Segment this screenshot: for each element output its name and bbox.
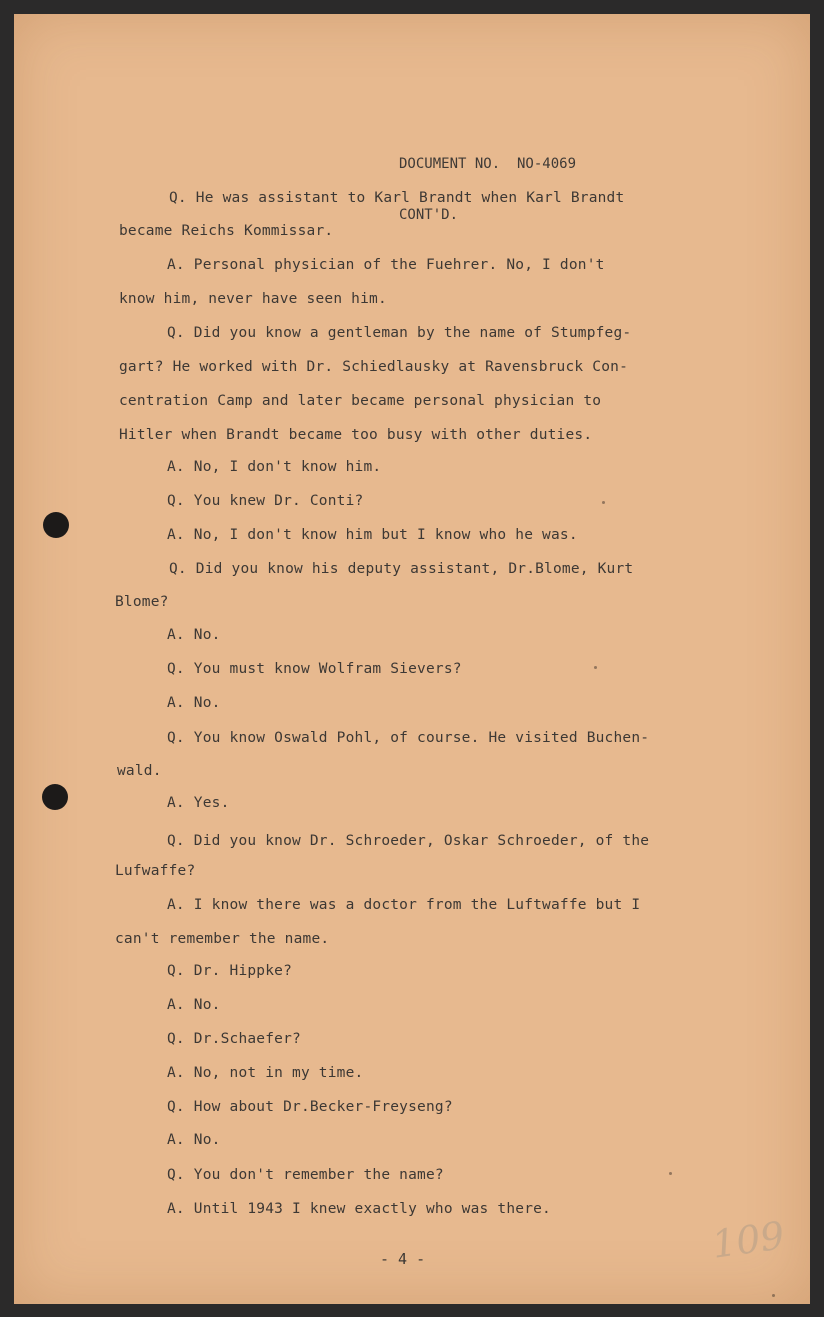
paper-speck: [602, 501, 605, 504]
text-line: Q. You knew Dr. Conti?: [167, 493, 364, 509]
punch-hole-lower: [42, 784, 68, 810]
document-page: [14, 14, 810, 1304]
text-line: Q. You know Oswald Pohl, of course. He visited Buchen-: [167, 730, 650, 746]
paper-speck: [669, 1172, 672, 1175]
text-line: gart? He worked with Dr. Schiedlausky at Ravensbruck Con-: [119, 359, 628, 375]
text-line: A. No.: [167, 997, 221, 1013]
text-line: A. No, I don't know him but I know who he was.: [167, 527, 578, 543]
paper-speck: [772, 1294, 775, 1297]
text-line: A. No.: [167, 1132, 221, 1148]
text-line: Q. Did you know his deputy assistant, Dr.Blome, Kurt: [169, 561, 634, 577]
text-line: A. No.: [167, 695, 221, 711]
continued-label: CONT'D.: [399, 207, 459, 223]
text-line: centration Camp and later became personal physician to: [119, 393, 602, 409]
text-line: Q. Did you know a gentleman by the name of Stumpfeg-: [167, 325, 632, 341]
paper-speck: [594, 666, 597, 669]
page-number: - 4 -: [380, 1250, 426, 1268]
text-line: Q. You must know Wolfram Sievers?: [167, 661, 462, 677]
text-line: A. Until 1943 I knew exactly who was there.: [167, 1201, 551, 1217]
text-line: Q. You don't remember the name?: [167, 1167, 444, 1183]
text-line: wald.: [117, 763, 162, 779]
text-line: Q. How about Dr.Becker-Freyseng?: [167, 1099, 453, 1115]
text-line: Lufwaffe?: [115, 863, 196, 879]
text-line: Q. He was assistant to Karl Brandt when Karl Brandt: [169, 190, 625, 206]
text-line: became Reichs Kommissar.: [119, 223, 334, 239]
text-line: A. No, not in my time.: [167, 1065, 364, 1081]
text-line: Q. Dr.Schaefer?: [167, 1031, 301, 1047]
text-line: Blome?: [115, 594, 169, 610]
text-line: A. No, I don't know him.: [167, 459, 382, 475]
text-line: Q. Did you know Dr. Schroeder, Oskar Schroeder, of the: [167, 833, 650, 849]
text-line: A. Yes.: [167, 795, 230, 811]
document-number: DOCUMENT NO. NO-4069: [399, 156, 577, 172]
text-line: know him, never have seen him.: [119, 291, 387, 307]
text-line: can't remember the name.: [115, 931, 330, 947]
punch-hole-upper: [43, 512, 69, 538]
handwritten-page-number: 109: [709, 1213, 788, 1267]
text-line: Q. Dr. Hippke?: [167, 963, 293, 979]
text-line: A. No.: [167, 627, 221, 643]
text-line: Hitler when Brandt became too busy with other duties.: [119, 427, 593, 443]
text-line: A. Personal physician of the Fuehrer. No, I don't: [167, 257, 605, 273]
text-line: A. I know there was a doctor from the Luftwaffe but I: [167, 897, 641, 913]
